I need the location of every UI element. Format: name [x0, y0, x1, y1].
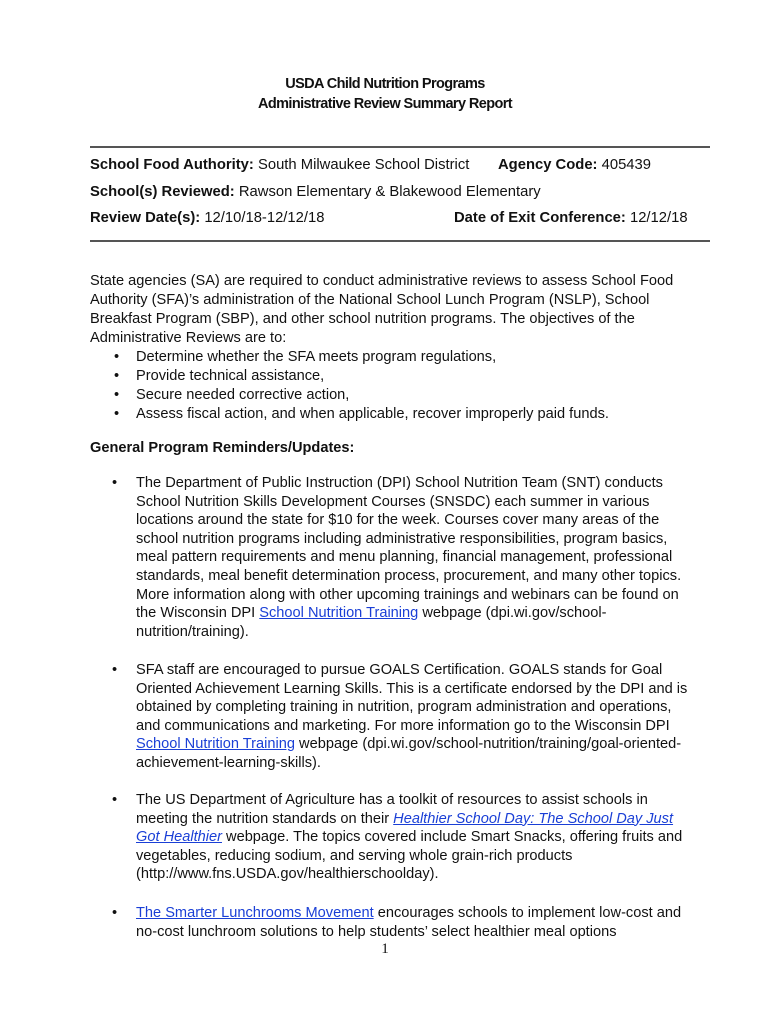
school-nutrition-training-link[interactable]: School Nutrition Training: [136, 736, 295, 753]
objective-item: • Secure needed corrective action,: [136, 386, 690, 405]
smarter-lunchrooms-link[interactable]: The Smarter Lunchrooms Movement: [136, 905, 374, 921]
reminder-item-goals-certification: [112, 661, 696, 773]
sfa-value: South Milwaukee School District: [257, 157, 470, 173]
review-dates-label: Review Date(s):: [90, 210, 201, 226]
reminder-item-smarter-lunchrooms: [112, 904, 696, 941]
sfa-row: [90, 157, 469, 173]
reminder-text: webpage (dpi.wi.gov/school-nutrition/training/goal-oriented-achievement-learning-skills).: [136, 736, 682, 771]
schools-value: Rawson Elementary & Blakewood Elementary: [238, 184, 541, 200]
objectives-list: [90, 348, 690, 424]
reminder-text: SFA staff are encouraged to pursue GOALS Certification. GOALS stands for Goal Oriented Achievement Learning Skills. This is a certificate endorsed by the DPI and is obtained by completing training in nutrition, program administration and operations, and communications and marketing. For more information go to the Wisconsin DPI: [136, 662, 688, 734]
reminders-heading: General Program Reminders/Updates:: [90, 440, 355, 456]
intro-paragraph: State agencies (SA) are required to conduct administrative reviews to assess School Food Authority (SFA)’s administration of the National School Lunch Program (NSLP), School Breakfast Program (SBP), and other school nutrition programs. The objectives of the Administrative Reviews are to:: [90, 273, 674, 346]
agency-code-field: [498, 157, 651, 173]
reminder-item-training-courses: [112, 474, 696, 641]
agency-code-label: Agency Code:: [498, 157, 598, 173]
exit-conference-label: Date of Exit Conference:: [454, 210, 626, 226]
page-number: 1: [381, 941, 389, 957]
report-title: [0, 74, 770, 114]
exit-conference-value: 12/12/18: [629, 210, 688, 226]
title-line-1: USDA Child Nutrition Programs: [285, 76, 485, 92]
review-info-box: [90, 146, 710, 242]
reminder-text: webpage. The topics covered include Smart Snacks, offering fruits and vegetables, reducing sodium, and serving whole grain-rich products (http://www.fns.USDA.gov/healthierschoolday).: [136, 829, 683, 883]
school-nutrition-training-link[interactable]: School Nutrition Training: [259, 605, 419, 622]
title-line-2: Administrative Review Summary Report: [258, 96, 512, 112]
objective-item: • Provide technical assistance,: [136, 367, 690, 386]
exit-conference-field: [454, 210, 688, 226]
objective-item: • Determine whether the SFA meets program regulations,: [136, 348, 690, 367]
schools-row: [90, 184, 541, 200]
reminder-item-usda-toolkit: [112, 791, 696, 884]
schools-label: School(s) Reviewed:: [90, 184, 235, 200]
objective-item: • Assess fiscal action, and when applicable, recover improperly paid funds.: [136, 405, 690, 424]
review-dates-value: 12/10/18-12/12/18: [204, 210, 325, 226]
reminder-text: encourages schools to implement low-cost and no-cost lunchroom solutions to help students’ select healthier meal options: [136, 905, 682, 940]
reminder-text: The US Department of Agriculture has a toolkit of resources to assist schools in meeting the nutrition standards on their: [136, 792, 648, 827]
reminder-text: The Department of Public Instruction (DPI) School Nutrition Team (SNT) conducts School Nutrition Skills Development Courses (SNSDC) each summer in various locations around the state for $10 for the week. Courses cover many areas of the school nutrition programs including administrative responsibilities, program basics, meal pattern requirements and menu planning, financial management, professional standards, meal benefit determination process, procurement, and many other topics. More information along with other upcoming trainings and webinars can be found on the Wisconsin DPI: [136, 475, 682, 622]
intro-section: [90, 272, 690, 424]
healthier-school-day-link[interactable]: Healthier School Day: The School Day Just Got Healthier: [136, 810, 674, 846]
bullet-icon: •: [112, 475, 118, 491]
review-dates-row: [90, 210, 324, 226]
bullet-icon: •: [112, 792, 118, 808]
bullet-icon: •: [112, 905, 118, 921]
agency-code-value: 405439: [601, 157, 651, 173]
bullet-icon: •: [112, 662, 118, 678]
reminder-text: webpage (dpi.wi.gov/school-nutrition/training).: [136, 605, 607, 640]
sfa-label: School Food Authority:: [90, 157, 254, 173]
